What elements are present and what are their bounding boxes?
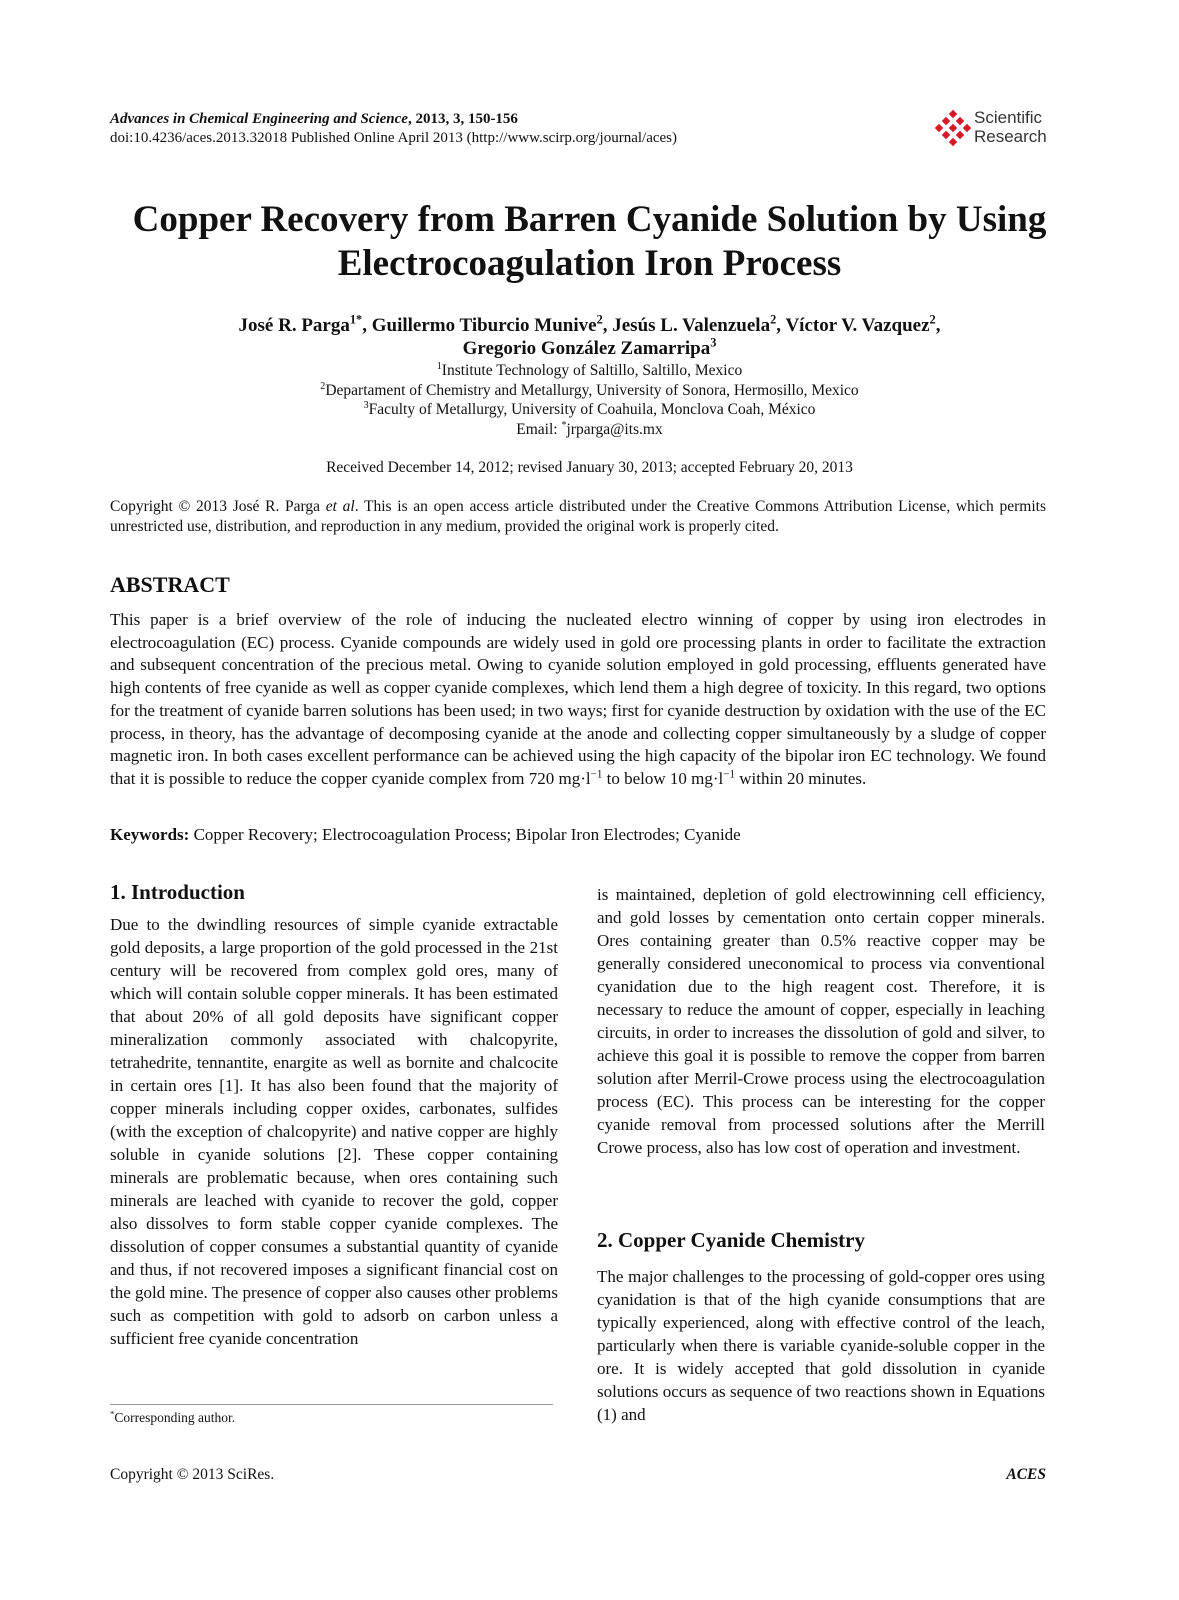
abstract-main: This paper is a brief overview of the role of inducing the nucleated electro winning of copper by using iron electrodes in electrocoagulation (EC) process. Cyanide compounds are widely used in gold ore processing plants in order to facilitate the extraction and subsequent concentration of the precious metal. Owing to cyanide solution employed in gold processing, effluents generated have high contents of free cyanide as well as copper cyanide complexes, which lend them a high degree of toxicity. In this regard, two options for the treatment of cyanide barren solutions has been used; in two ways; first for cyanide destruction by oxidation with the use of the EC process, in theory, has the advantage of decomposing cyanide at the anode and collecting copper simultaneously by a sludge of copper magnetic iron. In both cases excellent performance can be achieved using the high capacity of the bipolar iron EC technology. We found that it is possible to reduce the copper cyanide complex from 720 mg·l [110,610,1046,788]
logo-line-1: Scientific [974,108,1043,127]
affiliations [60,361,1119,439]
copyright-notice [110,497,1046,537]
logo-mark-icon [934,110,972,148]
paper-title [60,198,1119,286]
affiliation [60,381,1119,401]
doi-line: doi:10.4236/aces.2013.32018 Published Online April 2013 (http://www.scirp.org/journal/aces) [110,130,678,146]
author-name: José R. Parga [238,315,350,336]
keywords-label: Keywords: [110,825,190,844]
keywords-list: Copper Recovery; Electrocoagulation Process; Bipolar Iron Electrodes; Cyanide [189,825,741,844]
author-sup: 3 [710,335,717,350]
affiliation-text: Institute Technology of Saltillo, Saltillo, Mexico [441,362,743,379]
email-line [60,420,1119,440]
logo-line-2: Research [974,127,1047,146]
title-line-2: Electrocoagulation Iron Process [337,243,842,284]
logo-text [974,108,1047,146]
footer-copyright: Copyright © 2013 SciRes. [110,1466,275,1483]
affiliation-sup: 3 [363,399,369,411]
footer-journal-abbrev: ACES [1006,1466,1046,1483]
journal-title: Advances in Chemical Engineering and Science [110,111,408,127]
received-dates: Received December 14, 2012; revised January 30, 2013; accepted February 20, 2013 [326,459,853,476]
copyright-pre: Copyright © 2013 José R. Parga [110,498,326,515]
footnote [110,1410,235,1426]
author-sup: 1* [349,312,363,327]
section-1-text: Due to the dwindling resources of simple cyanide extractable gold deposits, a large proportion of the gold processed in the 21st century will be recovered from complex gold ores, many of which will contain soluble copper minerals. It has been estimated that about 20% of all gold deposits have significant copper mineralization commonly associated with chalcopyrite, tetrahedrite, tennantite, enargite as well as bornite and chalcocite in certain ores [1]. It has also been found that the majority of copper minerals including copper oxides, carbonates, sulfides (with the exception of chalcopyrite) and native copper are highly soluble in cyanide solutions [2]. These copper containing minerals are problematic because, when ores containing such minerals are leached with cyanide to recover the gold, copper also dissolves to form stable copper cyanide complexes. The dissolution of copper consumes a substantial quantity of cyanide and thus, if not recovered imposes a significant financial cost on the gold mine. The presence of copper also causes other problems such as competition with gold to adsorb on carbon unless a sufficient free cyanide concentration [110,915,558,1348]
section-1-heading: 1. Introduction [110,880,245,904]
email-address[interactable]: jrparga@its.mx [566,420,663,438]
author-name: Gregorio González Zamarripa [462,338,711,359]
abstract-mid: to below 10 mg·l [602,768,724,788]
email-label: Email: [516,420,562,438]
journal-volume: , 2013, 3, 150-156 [407,111,518,127]
affiliation [60,400,1119,420]
title-line-1: Copper Recovery from Barren Cyanide Solution by Using [132,199,1047,240]
footnote-divider [110,1404,553,1405]
keywords [110,825,741,845]
author-name: Guillermo Tiburcio Munive [371,315,597,336]
section-2-text: The major challenges to the processing of gold-copper ores using cyanidation is that of the high cyanide consumptions that are typically experienced, along with effective control of the leach, particularly when there is variable cyanide-soluble copper in the ore. It is widely accepted that gold dissolution in cyanide solutions occurs as sequence of two reactions shown in Equations (1) and [597,1267,1045,1424]
author-name: Víctor V. Vazquez [785,315,930,336]
author-name: Jesús L. Valenzuela [612,315,771,336]
affiliation-sup: 1 [436,360,442,372]
column-2-text: is maintained, depletion of gold electrowinning cell efficiency, and gold losses by cementation onto certain copper minerals. Ores containing greater than 0.5% reactive copper may be generally considered uneconomical to process via conventional cyanidation due to the high reagent cost. Therefore, it is necessary to reduce the amount of copper, especially in leaching circuits, in order to increases the dissolution of gold and silver, to achieve this goal it is possible to remove the copper from barren solution after Merril-Crowe process using the electrocoagulation process (EC). This process can be interesting for the copper cyanide removal from processed solutions after the Merrill Crowe process, also has low cost of operation and investment. [597,885,1045,1157]
journal-header [110,110,677,148]
affiliation-sup: 2 [320,380,326,392]
author-sup: 2 [929,312,936,327]
author-list: José R. Parga$^{1*}$, Guillermo Tiburcio Munive$^2$, Jesús L. Valenzuela$^2$, Víctor V. Vazquez$^2$, Gregorio González Zamarripa$^3$ [238,312,941,359]
abstract-heading: ABSTRACT [110,572,230,597]
abstract-text [110,609,1046,791]
abstract-end: within 20 minutes. [735,768,867,788]
email-sup: * [561,419,567,431]
section-2-heading: 2. Copper Cyanide Chemistry [597,1228,865,1252]
affiliation-text: Faculty of Metallurgy, University of Coahuila, Monclova Coah, México [368,401,816,418]
footnote-text: Corresponding author. [114,1410,236,1425]
affiliation [60,361,1119,381]
abstract-sup: −1 [723,768,736,781]
abstract-sup: −1 [590,768,603,781]
copyright-post: . This is an open access article distributed under the Creative Commons Attribution License, which permits unrestricted use, distribution, and reproduction in any medium, provided the original work is properly cited. [110,498,1046,535]
author-sup: 2 [770,312,777,327]
scientific-research-logo [934,108,1054,152]
footnote-sup: * [110,1408,115,1419]
author-sup: 2 [596,312,603,327]
affiliation-text: Departament of Chemistry and Metallurgy, University of Sonora, Hermosillo, Mexico [325,381,859,399]
copyright-etal: et al [325,498,355,515]
